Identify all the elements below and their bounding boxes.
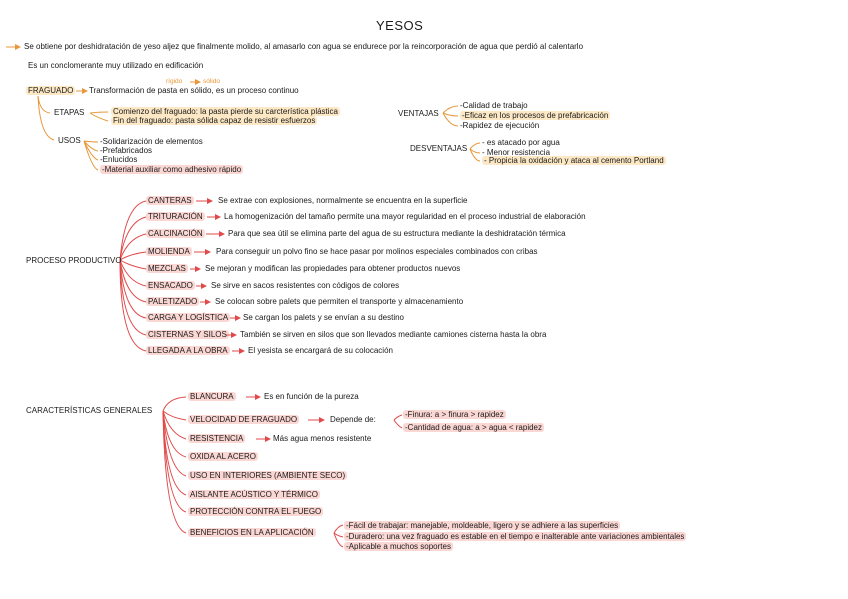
proceso-label: PROCESO PRODUCTIVO [26, 256, 122, 265]
caracteristica-blancura: BLANCURA [190, 392, 234, 401]
caracteristica-aislante: AISLANTE ACÚSTICO Y TÉRMICO [190, 490, 319, 499]
proceso-step-trituracion: TRITURACIÓN [148, 212, 203, 221]
proceso-step-desc: Se mejoran y modifican las propiedades para obtener productos nuevos [205, 264, 461, 273]
caracteristica-resistencia: RESISTENCIA [190, 434, 244, 443]
proceso-step-llegada: LLEGADA A LA OBRA [148, 346, 228, 355]
etapa-item: Fin del fraguado: pasta sólida capaz de resistir esfuerzos [113, 116, 316, 125]
desventaja-item: - Propicia la oxidación y ataca al cemento Portland [484, 156, 664, 165]
proceso-step-calcinacion: CALCINACIÓN [148, 229, 203, 238]
proceso-step-cisternas: CISTERNAS Y SILOS [148, 330, 227, 339]
proceso-step-desc: Se cargan los palets y se envían a su destino [243, 313, 404, 322]
ventajas-label: VENTAJAS [398, 109, 439, 118]
beneficio-item: -Fácil de trabajar: manejable, moldeable, ligero y se adhiere a las superficies [346, 521, 619, 530]
ventaja-item: -Rapidez de ejecución [460, 121, 540, 130]
page-title: YESOS [376, 18, 424, 33]
proceso-step-desc: El yesista se encargará de su colocación [248, 346, 393, 355]
etapa-item: Comienzo del fraguado: la pasta pierde su carcterística plástica [113, 107, 339, 116]
caracteristica-interiores: USO EN INTERIORES (AMBIENTE SECO) [190, 471, 346, 480]
proceso-step-canteras: CANTERAS [148, 196, 192, 205]
caracteristica-velocidad: VELOCIDAD DE FRAGUADO [190, 415, 298, 424]
fraguado-state-rigido: rígido [166, 78, 183, 85]
fraguado-label: FRAGUADO [28, 86, 74, 95]
proceso-step-ensacado: ENSACADO [148, 281, 193, 290]
resistencia-desc: Más agua menos resistente [273, 434, 372, 443]
ventaja-item: -Eficaz en los procesos de prefabricación [462, 111, 609, 120]
proceso-step-desc: Para conseguir un polvo fino se hace pasar por molinos especiales combinados con cribas [216, 247, 538, 256]
proceso-step-desc: Se extrae con explosiones, normalmente se encuentra en la superficie [218, 196, 468, 205]
uso-item: -Material auxiliar como adhesivo rápido [102, 165, 242, 174]
proceso-step-desc: La homogenización del tamaño permite una mayor regularidad en el proceso industrial de elaboración [224, 212, 586, 221]
velocidad-depende: Depende de: [330, 415, 376, 424]
desventajas-label: DESVENTAJAS [410, 144, 468, 153]
uso-item: -Solidarización de elementos [100, 137, 203, 146]
proceso-step-mezclas: MEZCLAS [148, 264, 186, 273]
desventaja-item: - Menor resistencia [482, 148, 551, 157]
usos-label: USOS [58, 136, 81, 145]
velocidad-item: -Cantidad de agua: a > agua < rapidez [405, 423, 542, 432]
caracteristicas-label: CARACTERÍSTICAS GENERALES [26, 406, 153, 415]
proceso-step-molienda: MOLIENDA [148, 247, 190, 256]
caracteristica-oxida: OXIDA AL ACERO [190, 452, 256, 461]
proceso-step-desc: Se colocan sobre palets que permiten el transporte y almacenamiento [215, 297, 464, 306]
uso-item: -Prefabricados [100, 146, 153, 155]
caracteristica-proteccion: PROTECCIÓN CONTRA EL FUEGO [190, 507, 322, 516]
proceso-step-desc: Para que sea útil se elimina parte del agua de su estructura mediante la deshidratación térmica [228, 229, 566, 238]
ventaja-item: -Calidad de trabajo [460, 101, 528, 110]
fraguado-state-solido: sólido [203, 78, 220, 85]
beneficio-item: -Aplicable a muchos soportes [346, 542, 451, 551]
blancura-desc: Es en función de la pureza [264, 392, 359, 401]
proceso-step-carga: CARGA Y LOGÍSTICA [148, 313, 229, 322]
proceso-step-desc: También se sirven en silos que son llevados mediante camiones cisterna hasta la obra [240, 330, 547, 339]
beneficio-item: -Duradero: una vez fraguado es estable en el tiempo e inalterable ante variaciones ambientales [346, 532, 685, 541]
uso-item: -Enlucidos [100, 155, 138, 164]
fraguado-definition: Transformación de pasta en sólido, es un proceso continuo [89, 86, 299, 95]
velocidad-item: -Finura: a > finura > rapidez [405, 410, 504, 419]
caracteristica-beneficios: BENEFICIOS EN LA APLICACIÓN [190, 528, 314, 537]
proceso-step-paletizado: PALETIZADO [148, 297, 198, 306]
intro-definition: Se obtiene por deshidratación de yeso aljez que finalmente molido, al amasarlo con agua se endurece por la reincorporación de agua que perdió al calentarlo [24, 42, 584, 51]
intro-usage: Es un conclomerante muy utilizado en edificación [28, 61, 204, 70]
desventaja-item: - es atacado por agua [482, 138, 560, 147]
etapas-label: ETAPAS [54, 108, 85, 117]
proceso-step-desc: Se sirve en sacos resistentes con códigos de colores [211, 281, 400, 290]
